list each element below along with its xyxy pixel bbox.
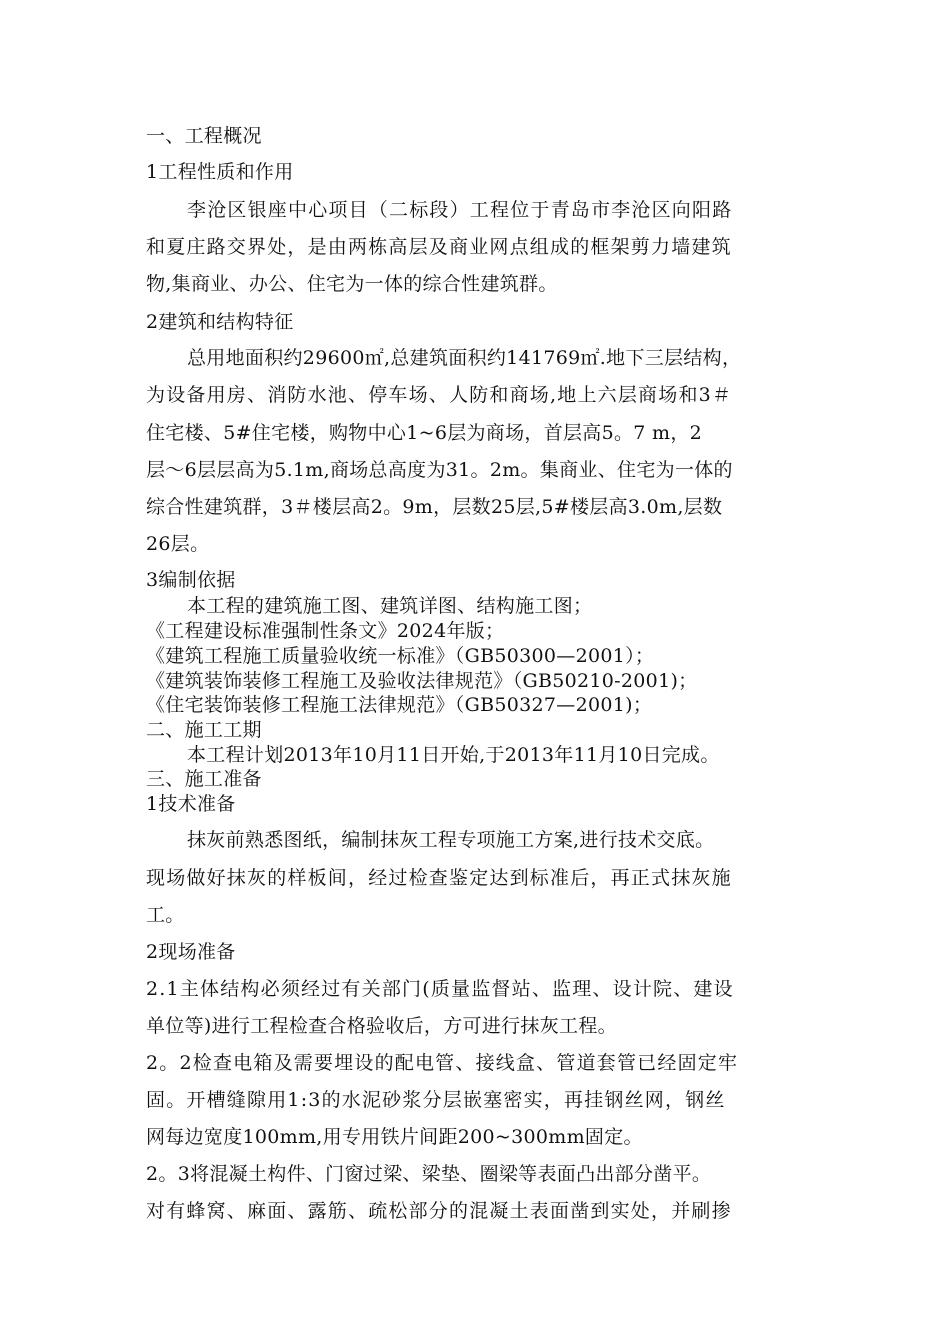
paragraph-line: 工。 [146, 904, 185, 926]
heading-section-3: 三、施工准备 [146, 768, 262, 790]
reference-item: 《建筑装饰装修工程施工及验收法律规范》（GB50210-2001)； [146, 670, 698, 692]
paragraph-line: 单位等)进行工程检查合格验收后，方可进行抹灰工程。 [146, 1015, 617, 1037]
reference-item: 本工程的建筑施工图、建筑详图、结构施工图； [187, 595, 593, 617]
paragraph-line: 层～6层层高为5.1m,商场总高度为31。2m。集商业、住宅为一体的 [146, 459, 733, 481]
subheading-tech: 1技术准备 [146, 793, 236, 815]
paragraph-line: 网每边宽度100mm,用专用铁片间距200~300mm固定。 [146, 1126, 643, 1148]
reference-item: 《住宅装饰装修工程施工法律规范》（GB50327—2001)； [146, 694, 653, 716]
paragraph-line: 26层。 [146, 533, 210, 555]
paragraph-line: 本工程计划2013年10月11日开始,于2013年11月10日完成。 [187, 744, 720, 766]
paragraph-line: 为设备用房、消防水池、停车场、人防和商场,地上六层商场和3＃ [146, 384, 733, 406]
subheading-site: 2现场准备 [146, 941, 236, 963]
reference-item: 《建筑工程施工质量验收统一标准》（GB50300—2001）； [146, 645, 655, 667]
paragraph-line: 现场做好抹灰的样板间，经过检查鉴定达到标准后，再正式抹灰施 [146, 867, 732, 889]
subheading-2: 2建筑和结构特征 [146, 311, 294, 333]
subheading-1: 1工程性质和作用 [146, 161, 294, 183]
paragraph-line: 2。3将混凝土构件、门窗过梁、梁垫、圈梁等表面凸出部分凿平。 [146, 1163, 712, 1185]
paragraph-line: 物,集商业、办公、住宅为一体的综合性建筑群。 [146, 273, 558, 295]
paragraph-line: 2。2检查电箱及需要埋设的配电管、接线盒、管道套管已经固定牢 [146, 1052, 739, 1074]
paragraph-line: 总用地面积约29600㎡,总建筑面积约141769㎡.地下三层结构， [187, 347, 742, 369]
paragraph-line: 抹灰前熟悉图纸，编制抹灰工程专项施工方案,进行技术交底。 [187, 829, 715, 851]
heading-section-1: 一、工程概况 [146, 125, 262, 147]
reference-item: 《工程建设标准强制性条文》2024年版； [146, 620, 505, 642]
paragraph-line: 李沧区银座中心项目（二标段）工程位于青岛市李沧区向阳路 [187, 199, 733, 221]
paragraph-line: 固。开槽缝隙用1:3的水泥砂浆分层嵌塞密实，再挂钢丝网，钢丝 [146, 1089, 726, 1111]
paragraph-line: 2.1主体结构必须经过有关部门(质量监督站、监理、设计院、建设 [146, 978, 734, 1000]
paragraph-line: 对有蜂窝、麻面、露筋、疏松部分的混凝土表面凿到实处，并刷掺 [146, 1200, 732, 1222]
paragraph-line: 综合性建筑群，3＃楼层高2。9m，层数25层,5#楼层高3.0m,层数 [146, 496, 723, 518]
paragraph-line: 住宅楼、5#住宅楼，购物中心1~6层为商场，首层高5。7 m，2 [146, 422, 703, 444]
paragraph-line: 和夏庄路交界处，是由两栋高层及商业网点组成的框架剪力墙建筑 [146, 236, 732, 258]
subheading-3: 3编制依据 [146, 569, 236, 591]
heading-section-2: 二、施工工期 [146, 719, 262, 741]
